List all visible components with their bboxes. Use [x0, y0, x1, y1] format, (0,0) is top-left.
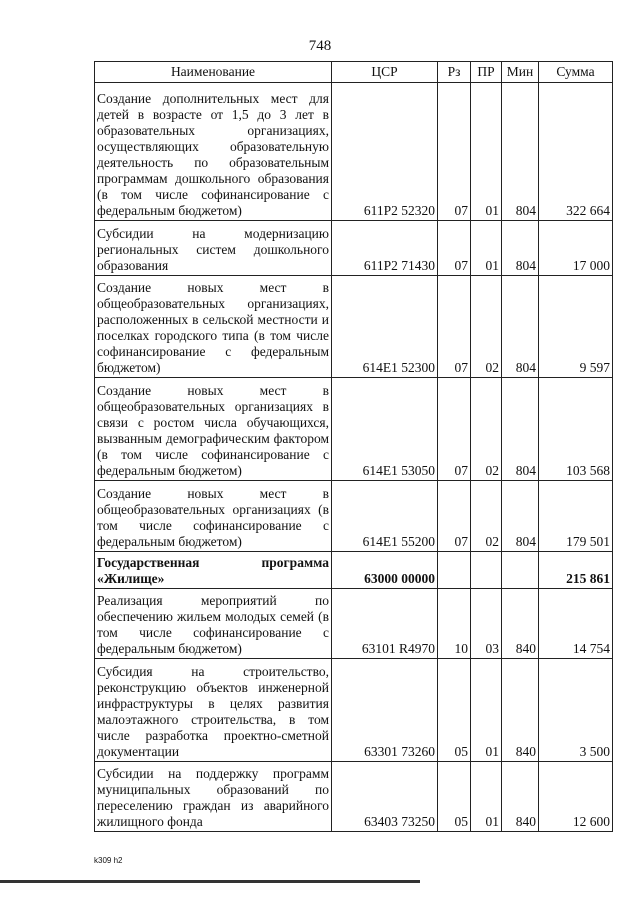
- row-csr: 63403 73250: [332, 762, 438, 832]
- row-csr: 611P2 71430: [332, 221, 438, 276]
- row-pr: 01: [471, 221, 502, 276]
- row-rz: 07: [438, 221, 471, 276]
- table-row: [95, 221, 613, 276]
- row-sum: 322 664: [539, 83, 613, 221]
- row-rz: 07: [438, 378, 471, 481]
- header-csr: ЦСР: [332, 62, 438, 83]
- table-row-program: [95, 552, 613, 589]
- row-min: 804: [502, 481, 539, 552]
- page-number: 748: [308, 38, 332, 54]
- row-rz: 05: [438, 659, 471, 762]
- row-name: Субсидии на модернизацию региональных систем дошкольного образования: [95, 221, 332, 276]
- table-row: [95, 762, 613, 832]
- row-pr: 01: [471, 762, 502, 832]
- row-min: 804: [502, 221, 539, 276]
- row-csr: 611P2 52320: [332, 83, 438, 221]
- row-csr: 614E1 55200: [332, 481, 438, 552]
- scan-bottom-rule: [0, 880, 420, 883]
- row-min: 804: [502, 276, 539, 378]
- row-pr: 02: [471, 481, 502, 552]
- row-csr: 63301 73260: [332, 659, 438, 762]
- header-sum: Сумма: [539, 62, 613, 83]
- header-pr: ПР: [471, 62, 502, 83]
- footer-code: k309 h2: [94, 856, 123, 865]
- table-row: [95, 659, 613, 762]
- row-sum: 9 597: [539, 276, 613, 378]
- header-min: Мин: [502, 62, 539, 83]
- row-name: Создание новых мест в общеобразовательных организациях в связи с ростом числа обучающихся, вызванным демографическим фактором (в том числе софинансирование с федеральным бюджетом): [95, 378, 332, 481]
- row-min: 804: [502, 83, 539, 221]
- row-name: Реализация мероприятий по обеспечению жильем молодых семей (в том числе софинансирование с федеральным бюджетом): [95, 589, 332, 659]
- row-pr: [471, 552, 502, 589]
- row-rz: 07: [438, 481, 471, 552]
- row-rz: 10: [438, 589, 471, 659]
- row-rz: [438, 552, 471, 589]
- table-row: [95, 276, 613, 378]
- row-sum: 12 600: [539, 762, 613, 832]
- row-sum: 14 754: [539, 589, 613, 659]
- row-pr: 01: [471, 83, 502, 221]
- row-pr: 01: [471, 659, 502, 762]
- row-sum: 17 000: [539, 221, 613, 276]
- row-name: Создание новых мест в общеобразовательных организациях, расположенных в сельской местности и поселках городского типа (в том числе софинансирование с федеральным бюджетом): [95, 276, 332, 378]
- row-min: 840: [502, 589, 539, 659]
- row-rz: 05: [438, 762, 471, 832]
- row-sum: 179 501: [539, 481, 613, 552]
- budget-table: [94, 61, 613, 832]
- table-row: [95, 481, 613, 552]
- row-min: 840: [502, 762, 539, 832]
- header-name: Наименование: [95, 62, 332, 83]
- row-pr: 02: [471, 378, 502, 481]
- table-header-row: [95, 62, 613, 83]
- row-csr: 63101 R4970: [332, 589, 438, 659]
- row-min: 804: [502, 378, 539, 481]
- row-min: 840: [502, 659, 539, 762]
- row-name: Субсидии на поддержку программ муниципальных образований по переселению граждан из аварийного жилищного фонда: [95, 762, 332, 832]
- row-name: Субсидия на строительство, реконструкцию объектов инженерной инфраструктуры в целях развития малоэтажного строительства, в том числе разработка проектно-сметной документации: [95, 659, 332, 762]
- row-csr: 614E1 53050: [332, 378, 438, 481]
- table-row: [95, 83, 613, 221]
- row-csr: 63000 00000: [332, 552, 438, 589]
- row-rz: 07: [438, 276, 471, 378]
- row-pr: 03: [471, 589, 502, 659]
- table-row: [95, 378, 613, 481]
- row-csr: 614E1 52300: [332, 276, 438, 378]
- row-min: [502, 552, 539, 589]
- header-rz: Рз: [438, 62, 471, 83]
- row-sum: 215 861: [539, 552, 613, 589]
- row-sum: 3 500: [539, 659, 613, 762]
- row-name: Создание новых мест в общеобразовательных организациях (в том числе софинансирование с федеральным бюджетом): [95, 481, 332, 552]
- row-rz: 07: [438, 83, 471, 221]
- row-sum: 103 568: [539, 378, 613, 481]
- row-pr: 02: [471, 276, 502, 378]
- row-name: Государственная программа «Жилище»: [95, 552, 332, 589]
- table-row: [95, 589, 613, 659]
- row-name: Создание дополнительных мест для детей в возрасте от 1,5 до 3 лет в образовательных организациях, осуществляющих образовательную деятельность по образовательным программам дошкольного образования (в том числе софинансирование с федеральным бюджетом): [95, 83, 332, 221]
